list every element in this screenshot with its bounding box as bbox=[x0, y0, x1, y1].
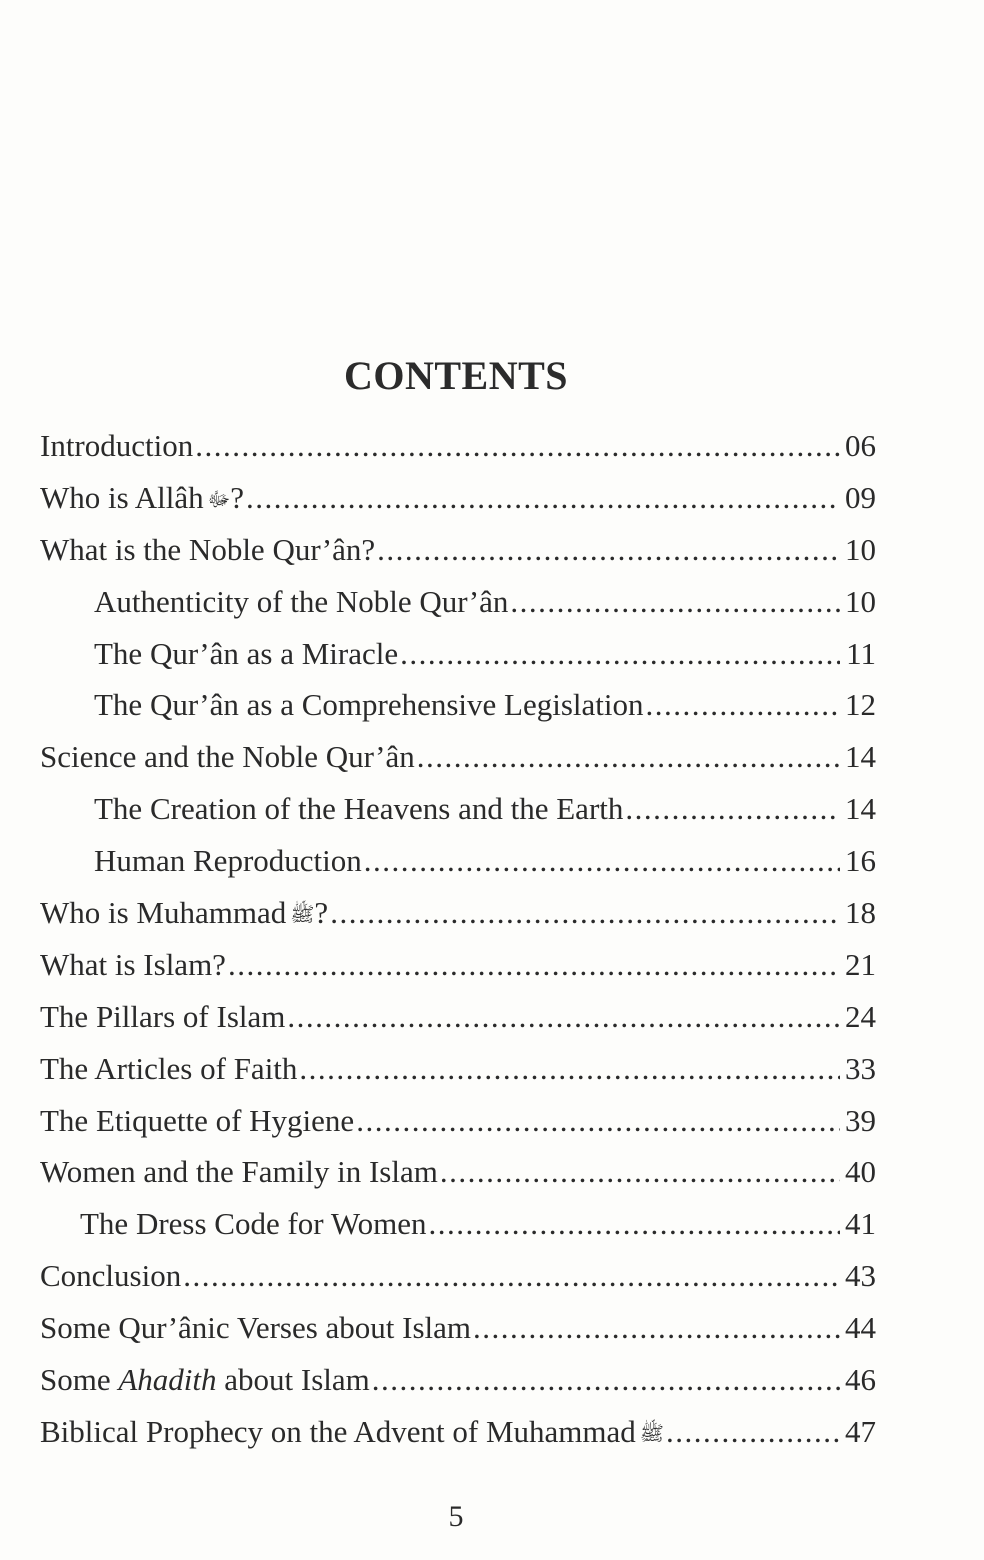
page-title: CONTENTS bbox=[343, 353, 569, 398]
toc-entry-label: Introduction bbox=[40, 428, 194, 463]
dot-leader bbox=[183, 1258, 840, 1294]
toc-entry-quran-miracle[interactable] bbox=[40, 636, 876, 688]
toc-entry-label: Biblical Prophecy on the Advent of Muhammad ﷺ bbox=[40, 1413, 664, 1449]
toc-entry-human-reproduction[interactable] bbox=[40, 843, 876, 895]
toc-entry-label: The Articles of Faith bbox=[40, 1050, 298, 1086]
dot-leader bbox=[440, 1154, 840, 1190]
dot-leader bbox=[666, 1414, 840, 1450]
table-of-contents bbox=[40, 428, 876, 1466]
toc-entry-pillars[interactable] bbox=[40, 999, 876, 1051]
toc-page-number: 14 bbox=[845, 791, 876, 827]
toc-entry-label: The Qur’ân as a Comprehensive Legislation bbox=[94, 687, 644, 723]
toc-entry-noble-quran[interactable] bbox=[40, 532, 876, 584]
toc-entry-label: The Etiquette of Hygiene bbox=[40, 1102, 355, 1138]
toc-entry-label: Who is Muhammad ﷺ? bbox=[40, 895, 329, 931]
honorific-glyph: ﷺ bbox=[290, 904, 315, 927]
dot-leader bbox=[646, 687, 840, 723]
toc-entry-what-is-islam[interactable] bbox=[40, 947, 876, 999]
toc-page-number: 12 bbox=[845, 687, 876, 723]
toc-entry-label: The Creation of the Heavens and the Earth bbox=[94, 791, 624, 827]
toc-entry-who-is-muhammad[interactable] bbox=[40, 895, 876, 947]
toc-entry-ahadith[interactable] bbox=[40, 1362, 876, 1414]
toc-page-number: 41 bbox=[845, 1206, 876, 1242]
toc-entry-label: Some Qur’ânic Verses about Islam bbox=[40, 1310, 472, 1346]
toc-page-number: 16 bbox=[845, 843, 876, 879]
dot-leader bbox=[246, 480, 840, 516]
page-number: 5 bbox=[448, 1500, 464, 1533]
dot-leader bbox=[625, 791, 840, 827]
toc-page-number: 44 bbox=[845, 1310, 876, 1346]
toc-entry-articles-of-faith[interactable] bbox=[40, 1051, 876, 1103]
dot-leader bbox=[377, 532, 840, 568]
toc-entry-quranic-verses[interactable] bbox=[40, 1310, 876, 1362]
toc-entry-dress-code[interactable] bbox=[40, 1206, 876, 1258]
dot-leader bbox=[195, 428, 840, 464]
toc-page-number: 43 bbox=[845, 1258, 876, 1294]
toc-page-number: 09 bbox=[845, 479, 876, 515]
honorific-glyph: ﷻ bbox=[207, 488, 231, 511]
dot-leader bbox=[400, 636, 840, 672]
toc-entry-label: Conclusion bbox=[40, 1258, 182, 1294]
toc-entry-label: What is the Noble Qur’ân? bbox=[40, 531, 376, 567]
toc-entry-biblical-prophecy[interactable] bbox=[40, 1414, 876, 1466]
toc-entry-quran-legislation[interactable] bbox=[40, 687, 876, 739]
toc-page-number: 18 bbox=[845, 895, 876, 931]
dot-leader bbox=[473, 1310, 840, 1346]
toc-entry-science[interactable] bbox=[40, 739, 876, 791]
toc-page-number: 46 bbox=[845, 1362, 876, 1398]
dot-leader bbox=[228, 947, 840, 983]
toc-entry-women-family[interactable] bbox=[40, 1154, 876, 1206]
toc-entry-label: What is Islam? bbox=[40, 946, 226, 982]
dot-leader bbox=[330, 895, 840, 931]
toc-entry-label: Women and the Family in Islam bbox=[40, 1154, 438, 1190]
toc-page-number: 06 bbox=[845, 428, 876, 463]
toc-page-number: 21 bbox=[845, 946, 876, 982]
toc-page-number: 39 bbox=[845, 1102, 876, 1138]
toc-entry-label: The Pillars of Islam bbox=[40, 998, 286, 1034]
toc-entry-label: Human Reproduction bbox=[94, 843, 362, 879]
toc-entry-label: Science and the Noble Qur’ân bbox=[40, 739, 415, 775]
dot-leader bbox=[299, 1051, 840, 1087]
toc-entry-hygiene[interactable] bbox=[40, 1103, 876, 1155]
dot-leader bbox=[510, 584, 840, 620]
toc-page-number: 40 bbox=[845, 1154, 876, 1190]
toc-page-number: 33 bbox=[845, 1050, 876, 1086]
toc-entry-creation[interactable] bbox=[40, 791, 876, 843]
toc-entry-authenticity[interactable] bbox=[40, 584, 876, 636]
toc-entry-label: Some Ahadith about Islam bbox=[40, 1362, 370, 1398]
dot-leader bbox=[287, 999, 840, 1035]
toc-page-number: 14 bbox=[845, 739, 876, 775]
toc-entry-label: The Qur’ân as a Miracle bbox=[94, 635, 399, 671]
toc-entry-who-is-allah[interactable] bbox=[40, 480, 876, 532]
toc-entry-label: The Dress Code for Women bbox=[80, 1206, 427, 1242]
toc-page-number: 10 bbox=[845, 531, 876, 567]
toc-entry-label: Authenticity of the Noble Qur’ân bbox=[94, 583, 509, 619]
honorific-glyph: ﷺ bbox=[639, 1422, 664, 1445]
toc-page-number: 24 bbox=[845, 998, 876, 1034]
dot-leader bbox=[428, 1206, 840, 1242]
dot-leader bbox=[417, 739, 840, 775]
toc-page-number: 47 bbox=[845, 1413, 876, 1449]
toc-page-number: 11 bbox=[846, 635, 876, 671]
dot-leader bbox=[356, 1103, 840, 1139]
toc-entry-label: Who is Allâh ﷻ? bbox=[40, 479, 244, 515]
dot-leader bbox=[372, 1362, 840, 1398]
toc-entry-introduction[interactable] bbox=[40, 428, 876, 480]
toc-entry-conclusion[interactable] bbox=[40, 1258, 876, 1310]
dot-leader bbox=[364, 843, 840, 879]
toc-page-number: 10 bbox=[845, 583, 876, 619]
